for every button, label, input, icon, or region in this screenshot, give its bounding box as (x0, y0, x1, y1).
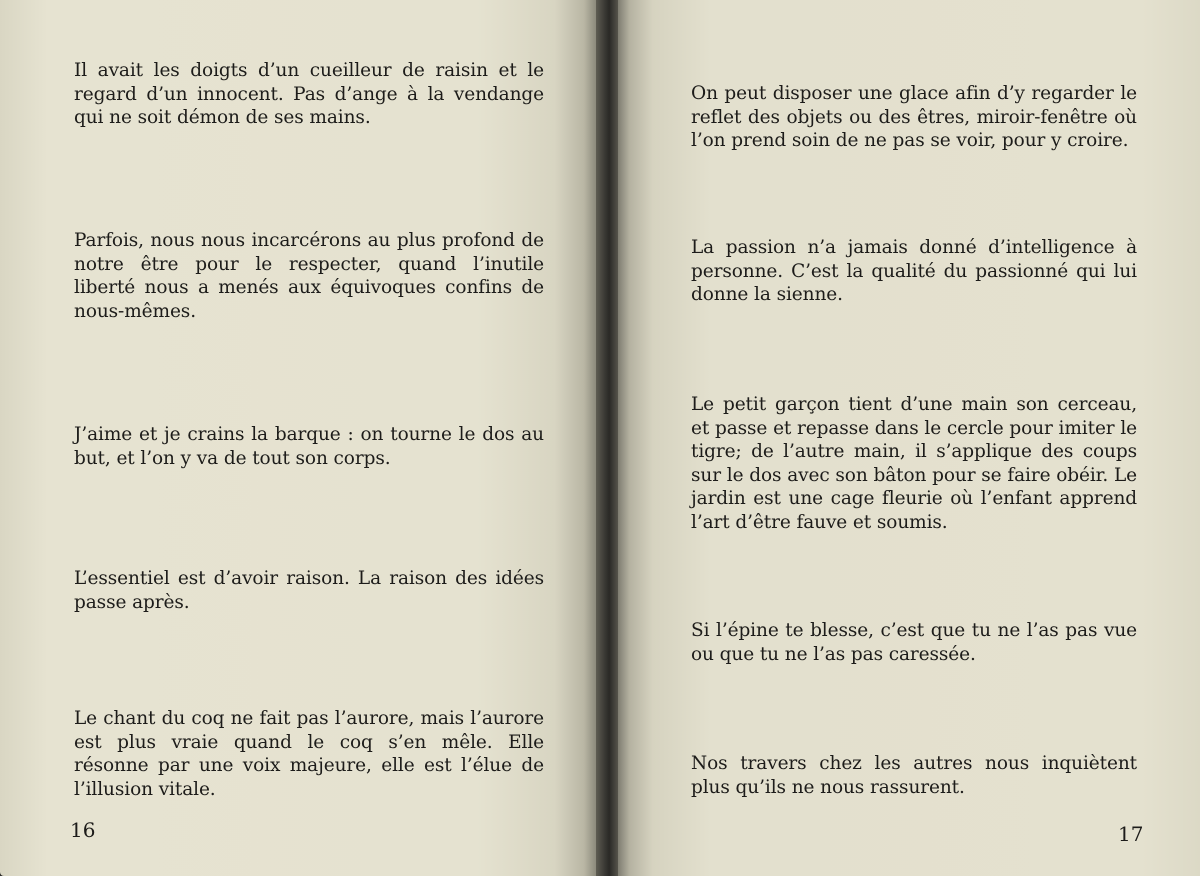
left-paragraph-3: J’aime et je crains la barque : on tourne le dos au but, et l’on y va de tout son corps. (74, 424, 544, 469)
left-paragraph-5: Le chant du coq ne fait pas l’aurore, mais l’aurore est plus vraie quand le coq s’en mêle. Elle résonne par une voix majeure, elle est l’élue de l’illusion vitale. (74, 708, 544, 800)
right-paragraph-1: On peut disposer une glace afin d’y regarder le reflet des objets ou des êtres, miroir-fenêtre où l’on prend soin de ne pas se voir, pour y croire. (691, 83, 1137, 151)
right-paragraph-2: La passion n’a jamais donné d’intelligence à personne. C’est la qualité du passionné qui lui donne la sienne. (691, 237, 1137, 305)
left-page (0, 0, 596, 876)
left-paragraph-2: Parfois, nous nous incarcérons au plus profond de notre être pour le respecter, quand l’inutile liberté nous a menés aux équivoques confins de nous-mêmes. (74, 230, 544, 322)
page-number-left: 16 (70, 818, 96, 842)
book-gutter (596, 0, 618, 876)
right-paragraph-5: Nos travers chez les autres nous inquiètent plus qu’ils ne nous rassurent. (691, 753, 1137, 798)
left-paragraph-1: Il avait les doigts d’un cueilleur de raisin et le regard d’un innocent. Pas d’ange à la vendange qui ne soit démon de ses mains. (74, 60, 544, 128)
page-number-right: 17 (1118, 822, 1144, 846)
right-paragraph-3: Le petit garçon tient d’une main son cerceau, et passe et repasse dans le cercle pour imiter le tigre; de l’autre main, il s’applique des coups sur le dos avec son bâton pour se faire obéir. Le jardin est une cage fleurie où l’enfant apprend l’art d’être fauve et soumis. (691, 394, 1137, 533)
right-page (618, 0, 1200, 876)
left-paragraph-4: L’essentiel est d’avoir raison. La raison des idées passe après. (74, 568, 544, 613)
right-paragraph-4: Si l’épine te blesse, c’est que tu ne l’as pas vue ou que tu ne l’as pas caressée. (691, 620, 1137, 665)
